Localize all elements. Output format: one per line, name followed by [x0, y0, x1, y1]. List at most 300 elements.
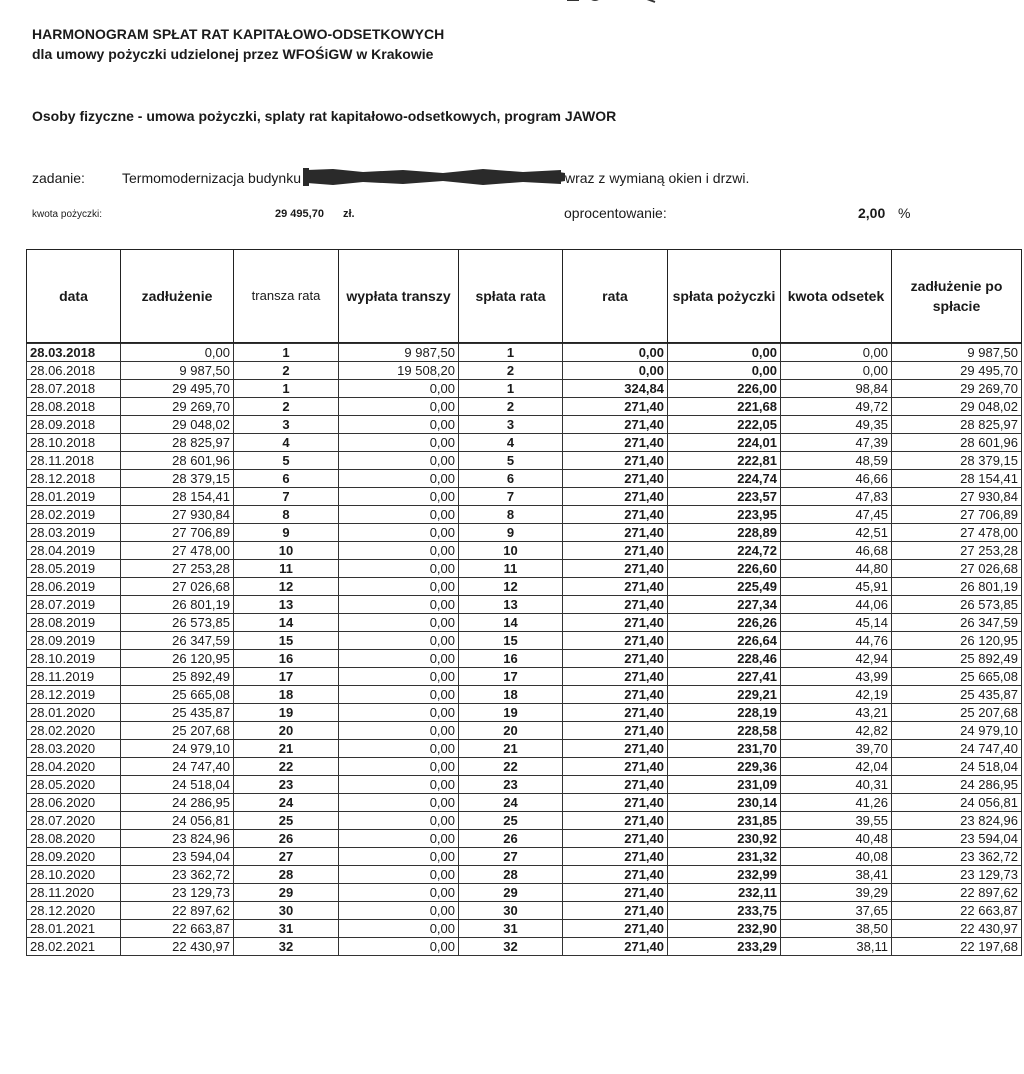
cell-tranche-no: 4 — [234, 434, 339, 452]
cell-principal: 222,05 — [668, 416, 781, 434]
cell-tranche-no: 23 — [234, 776, 339, 794]
column-header: rata — [563, 250, 668, 343]
cell-installment: 271,40 — [563, 632, 668, 650]
cell-principal: 233,29 — [668, 938, 781, 956]
table-row — [27, 362, 1022, 380]
cell-installment-no: 14 — [459, 614, 563, 632]
cell-interest: 46,66 — [781, 470, 892, 488]
cell-date: 28.06.2019 — [27, 578, 121, 596]
cell-debt-after: 24 979,10 — [892, 722, 1022, 740]
cell-tranche-no: 30 — [234, 902, 339, 920]
cell-debt-after: 25 207,68 — [892, 704, 1022, 722]
cell-installment-no: 25 — [459, 812, 563, 830]
cell-date: 28.06.2020 — [27, 794, 121, 812]
cell-installment-no: 4 — [459, 434, 563, 452]
column-header: spłata rata — [459, 250, 563, 343]
cell-debt: 22 430,97 — [121, 938, 234, 956]
cell-principal: 224,74 — [668, 470, 781, 488]
cell-debt-after: 25 892,49 — [892, 650, 1022, 668]
table-row — [27, 524, 1022, 542]
table-row — [27, 668, 1022, 686]
cell-tranche-payout: 0,00 — [339, 470, 459, 488]
table-row — [27, 902, 1022, 920]
cell-tranche-payout: 0,00 — [339, 920, 459, 938]
cell-tranche-payout: 0,00 — [339, 776, 459, 794]
table-row — [27, 740, 1022, 758]
cell-installment-no: 21 — [459, 740, 563, 758]
cell-tranche-no: 21 — [234, 740, 339, 758]
cell-date: 28.07.2019 — [27, 596, 121, 614]
cell-debt: 23 594,04 — [121, 848, 234, 866]
cell-debt: 28 379,15 — [121, 470, 234, 488]
cell-installment: 271,40 — [563, 866, 668, 884]
cell-interest: 38,11 — [781, 938, 892, 956]
cell-tranche-payout: 0,00 — [339, 614, 459, 632]
cell-tranche-no: 19 — [234, 704, 339, 722]
cell-debt-after: 23 594,04 — [892, 830, 1022, 848]
cell-installment: 271,40 — [563, 686, 668, 704]
cell-installment: 0,00 — [563, 362, 668, 380]
cell-principal: 227,41 — [668, 668, 781, 686]
cell-tranche-payout: 0,00 — [339, 884, 459, 902]
cell-interest: 39,29 — [781, 884, 892, 902]
cell-installment: 271,40 — [563, 470, 668, 488]
cell-principal: 223,57 — [668, 488, 781, 506]
redaction-mark — [303, 166, 565, 188]
cell-installment-no: 8 — [459, 506, 563, 524]
cell-date: 28.06.2018 — [27, 362, 121, 380]
cell-installment: 271,40 — [563, 884, 668, 902]
cell-principal: 233,75 — [668, 902, 781, 920]
cell-debt: 26 347,59 — [121, 632, 234, 650]
cell-principal: 221,68 — [668, 398, 781, 416]
cell-tranche-payout: 0,00 — [339, 452, 459, 470]
cell-date: 28.03.2018 — [27, 344, 121, 362]
cell-debt-after: 25 665,08 — [892, 668, 1022, 686]
table-row — [27, 866, 1022, 884]
table-row — [27, 938, 1022, 956]
cell-installment-no: 27 — [459, 848, 563, 866]
cell-date: 28.07.2020 — [27, 812, 121, 830]
cell-installment-no: 29 — [459, 884, 563, 902]
column-header: kwota odsetek — [781, 250, 892, 343]
cell-date: 28.10.2019 — [27, 650, 121, 668]
cell-tranche-payout: 0,00 — [339, 830, 459, 848]
cell-interest: 44,80 — [781, 560, 892, 578]
interest-unit: % — [898, 205, 911, 221]
cell-debt: 25 892,49 — [121, 668, 234, 686]
table-row — [27, 830, 1022, 848]
table-row — [27, 776, 1022, 794]
cell-installment-no: 28 — [459, 866, 563, 884]
cell-debt-after: 24 518,04 — [892, 758, 1022, 776]
cell-tranche-no: 24 — [234, 794, 339, 812]
cell-debt-after: 27 478,00 — [892, 524, 1022, 542]
cell-installment: 271,40 — [563, 776, 668, 794]
cell-debt-after: 27 253,28 — [892, 542, 1022, 560]
cell-installment-no: 19 — [459, 704, 563, 722]
cell-date: 28.11.2018 — [27, 452, 121, 470]
cell-installment-no: 22 — [459, 758, 563, 776]
cell-interest: 40,48 — [781, 830, 892, 848]
cell-installment-no: 6 — [459, 470, 563, 488]
table-header-row — [27, 250, 1022, 343]
cell-installment: 271,40 — [563, 398, 668, 416]
cell-installment: 271,40 — [563, 596, 668, 614]
cell-principal: 222,81 — [668, 452, 781, 470]
cell-tranche-no: 5 — [234, 452, 339, 470]
cell-debt-after: 24 747,40 — [892, 740, 1022, 758]
column-header: zadłużenie — [121, 250, 234, 343]
cell-interest: 46,68 — [781, 542, 892, 560]
cell-debt: 28 825,97 — [121, 434, 234, 452]
cell-debt: 26 120,95 — [121, 650, 234, 668]
cell-date: 28.08.2019 — [27, 614, 121, 632]
task-text-before: Termomodernizacja budynku — [122, 170, 301, 186]
cell-debt: 29 495,70 — [121, 380, 234, 398]
cell-debt-after: 24 056,81 — [892, 794, 1022, 812]
cell-tranche-payout: 0,00 — [339, 740, 459, 758]
cell-tranche-payout: 0,00 — [339, 416, 459, 434]
cell-principal: 232,99 — [668, 866, 781, 884]
cell-principal: 224,72 — [668, 542, 781, 560]
cell-installment: 271,40 — [563, 902, 668, 920]
cell-date: 28.02.2020 — [27, 722, 121, 740]
table-row — [27, 416, 1022, 434]
cell-debt-after: 26 347,59 — [892, 614, 1022, 632]
cell-tranche-no: 6 — [234, 470, 339, 488]
cell-tranche-no: 27 — [234, 848, 339, 866]
cell-debt-after: 29 048,02 — [892, 398, 1022, 416]
cell-tranche-payout: 0,00 — [339, 380, 459, 398]
cell-interest: 42,51 — [781, 524, 892, 542]
cell-installment: 324,84 — [563, 380, 668, 398]
cell-debt: 24 056,81 — [121, 812, 234, 830]
cell-installment: 271,40 — [563, 794, 668, 812]
cell-debt: 22 897,62 — [121, 902, 234, 920]
cell-installment: 271,40 — [563, 920, 668, 938]
cell-tranche-payout: 0,00 — [339, 632, 459, 650]
cell-principal: 229,36 — [668, 758, 781, 776]
cell-installment-no: 32 — [459, 938, 563, 956]
cell-principal: 226,00 — [668, 380, 781, 398]
cell-installment-no: 26 — [459, 830, 563, 848]
cell-debt: 27 253,28 — [121, 560, 234, 578]
cell-debt-after: 9 987,50 — [892, 344, 1022, 362]
cell-date: 28.10.2020 — [27, 866, 121, 884]
cell-interest: 38,50 — [781, 920, 892, 938]
cell-debt: 22 663,87 — [121, 920, 234, 938]
table-row — [27, 722, 1022, 740]
cell-debt-after: 29 495,70 — [892, 362, 1022, 380]
cell-installment-no: 10 — [459, 542, 563, 560]
cell-tranche-payout: 0,00 — [339, 650, 459, 668]
cell-date: 28.12.2019 — [27, 686, 121, 704]
table-row — [27, 398, 1022, 416]
cell-installment-no: 31 — [459, 920, 563, 938]
cell-tranche-payout: 0,00 — [339, 794, 459, 812]
cell-date: 28.04.2020 — [27, 758, 121, 776]
cell-debt-after: 25 435,87 — [892, 686, 1022, 704]
cell-tranche-no: 1 — [234, 344, 339, 362]
cell-debt: 25 207,68 — [121, 722, 234, 740]
cell-tranche-payout: 0,00 — [339, 542, 459, 560]
cell-installment-no: 1 — [459, 380, 563, 398]
cell-installment: 271,40 — [563, 416, 668, 434]
cell-debt: 28 154,41 — [121, 488, 234, 506]
table-row — [27, 344, 1022, 362]
cell-date: 28.05.2020 — [27, 776, 121, 794]
cell-tranche-payout: 0,00 — [339, 866, 459, 884]
cell-tranche-no: 2 — [234, 362, 339, 380]
cell-installment-no: 30 — [459, 902, 563, 920]
cell-tranche-payout: 0,00 — [339, 596, 459, 614]
cell-installment-no: 23 — [459, 776, 563, 794]
cell-date: 28.04.2019 — [27, 542, 121, 560]
table-row — [27, 380, 1022, 398]
cell-installment: 271,40 — [563, 578, 668, 596]
cell-debt: 24 518,04 — [121, 776, 234, 794]
cell-tranche-payout: 0,00 — [339, 812, 459, 830]
cell-principal: 226,60 — [668, 560, 781, 578]
task-text-after: wraz z wymianą okien i drzwi. — [564, 170, 750, 186]
cell-tranche-no: 20 — [234, 722, 339, 740]
cell-installment-no: 7 — [459, 488, 563, 506]
cell-tranche-payout: 0,00 — [339, 434, 459, 452]
cell-date: 28.02.2019 — [27, 506, 121, 524]
cell-date: 28.07.2018 — [27, 380, 121, 398]
cell-debt-after: 27 706,89 — [892, 506, 1022, 524]
document-title: HARMONOGRAM SPŁAT RAT KAPITAŁOWO-ODSETKOWYCH — [32, 26, 445, 42]
cell-installment: 271,40 — [563, 740, 668, 758]
cell-date: 28.09.2020 — [27, 848, 121, 866]
cell-installment-no: 16 — [459, 650, 563, 668]
cell-tranche-payout: 0,00 — [339, 488, 459, 506]
cell-debt-after: 27 930,84 — [892, 488, 1022, 506]
cell-debt: 23 362,72 — [121, 866, 234, 884]
cell-interest: 44,06 — [781, 596, 892, 614]
cell-installment: 271,40 — [563, 434, 668, 452]
cell-principal: 230,14 — [668, 794, 781, 812]
cell-interest: 39,55 — [781, 812, 892, 830]
cell-tranche-no: 28 — [234, 866, 339, 884]
cell-debt-after: 22 197,68 — [892, 938, 1022, 956]
cell-interest: 37,65 — [781, 902, 892, 920]
cell-debt-after: 23 824,96 — [892, 812, 1022, 830]
interest-value: 2,00 — [858, 205, 886, 221]
cell-tranche-no: 2 — [234, 398, 339, 416]
cell-debt: 23 129,73 — [121, 884, 234, 902]
table-row — [27, 596, 1022, 614]
cell-debt-after: 22 430,97 — [892, 920, 1022, 938]
loan-meta — [0, 205, 1024, 227]
cell-debt-after: 27 026,68 — [892, 560, 1022, 578]
cell-installment-no: 24 — [459, 794, 563, 812]
cell-tranche-payout: 0,00 — [339, 902, 459, 920]
cell-debt: 29 269,70 — [121, 398, 234, 416]
cell-principal: 231,70 — [668, 740, 781, 758]
table-row — [27, 812, 1022, 830]
cell-debt-after: 23 362,72 — [892, 848, 1022, 866]
cell-date: 28.05.2019 — [27, 560, 121, 578]
table-row — [27, 542, 1022, 560]
cell-principal: 0,00 — [668, 344, 781, 362]
cell-installment-no: 20 — [459, 722, 563, 740]
table-row — [27, 578, 1022, 596]
cell-principal: 226,26 — [668, 614, 781, 632]
table-row — [27, 848, 1022, 866]
cell-interest: 39,70 — [781, 740, 892, 758]
cell-installment-no: 2 — [459, 362, 563, 380]
cell-debt: 9 987,50 — [121, 362, 234, 380]
cell-date: 28.01.2021 — [27, 920, 121, 938]
cell-principal: 230,92 — [668, 830, 781, 848]
cell-debt-after: 22 663,87 — [892, 902, 1022, 920]
cell-debt: 26 801,19 — [121, 596, 234, 614]
cell-tranche-payout: 0,00 — [339, 524, 459, 542]
cell-tranche-payout: 0,00 — [339, 578, 459, 596]
cell-tranche-no: 31 — [234, 920, 339, 938]
cell-debt-after: 26 120,95 — [892, 632, 1022, 650]
cell-debt-after: 26 573,85 — [892, 596, 1022, 614]
table-row — [27, 794, 1022, 812]
cell-interest: 42,19 — [781, 686, 892, 704]
cell-date: 28.01.2020 — [27, 704, 121, 722]
cell-debt: 0,00 — [121, 344, 234, 362]
loan-amount-label: kwota pożyczki: — [32, 209, 103, 220]
cell-interest: 42,04 — [781, 758, 892, 776]
cell-tranche-payout: 19 508,20 — [339, 362, 459, 380]
task-label: zadanie: — [32, 170, 85, 186]
cell-installment: 271,40 — [563, 830, 668, 848]
table-row — [27, 434, 1022, 452]
column-header: transza rata — [234, 250, 339, 343]
cell-interest: 45,91 — [781, 578, 892, 596]
table-row — [27, 470, 1022, 488]
cell-debt: 26 573,85 — [121, 614, 234, 632]
table-row — [27, 650, 1022, 668]
cell-date: 28.08.2020 — [27, 830, 121, 848]
cell-installment-no: 1 — [459, 344, 563, 362]
cell-debt: 28 601,96 — [121, 452, 234, 470]
cell-tranche-no: 7 — [234, 488, 339, 506]
table-row — [27, 704, 1022, 722]
cell-installment-no: 12 — [459, 578, 563, 596]
cell-tranche-no: 26 — [234, 830, 339, 848]
cell-debt-after: 29 269,70 — [892, 380, 1022, 398]
cell-installment-no: 3 — [459, 416, 563, 434]
cell-installment: 271,40 — [563, 668, 668, 686]
cell-installment: 271,40 — [563, 488, 668, 506]
cell-tranche-no: 32 — [234, 938, 339, 956]
cell-interest: 45,14 — [781, 614, 892, 632]
cell-tranche-payout: 0,00 — [339, 398, 459, 416]
cell-interest: 0,00 — [781, 344, 892, 362]
cell-installment: 271,40 — [563, 524, 668, 542]
cell-interest: 48,59 — [781, 452, 892, 470]
cell-principal: 228,46 — [668, 650, 781, 668]
cell-date: 28.03.2020 — [27, 740, 121, 758]
cell-tranche-payout: 0,00 — [339, 722, 459, 740]
cell-installment-no: 15 — [459, 632, 563, 650]
cell-interest: 98,84 — [781, 380, 892, 398]
cell-interest: 49,35 — [781, 416, 892, 434]
cell-installment: 271,40 — [563, 704, 668, 722]
cell-date: 28.12.2020 — [27, 902, 121, 920]
document-subtitle: dla umowy pożyczki udzielonej przez WFOŚiGW w Krakowie — [32, 46, 434, 62]
cell-tranche-payout: 0,00 — [339, 848, 459, 866]
table-body — [27, 343, 1022, 956]
cell-debt: 27 478,00 — [121, 542, 234, 560]
cell-installment-no: 11 — [459, 560, 563, 578]
cell-tranche-payout: 0,00 — [339, 704, 459, 722]
cell-debt: 27 706,89 — [121, 524, 234, 542]
cell-tranche-no: 25 — [234, 812, 339, 830]
cell-debt: 25 665,08 — [121, 686, 234, 704]
cell-tranche-no: 10 — [234, 542, 339, 560]
cell-interest: 42,82 — [781, 722, 892, 740]
cell-debt-after: 28 601,96 — [892, 434, 1022, 452]
cell-tranche-no: 13 — [234, 596, 339, 614]
cell-tranche-payout: 0,00 — [339, 758, 459, 776]
cell-principal: 226,64 — [668, 632, 781, 650]
cell-tranche-no: 16 — [234, 650, 339, 668]
cell-interest: 47,39 — [781, 434, 892, 452]
cell-tranche-no: 8 — [234, 506, 339, 524]
program-description: Osoby fizyczne - umowa pożyczki, splaty rat kapitałowo-odsetkowych, program JAWOR — [32, 108, 617, 124]
cell-interest: 40,08 — [781, 848, 892, 866]
cell-principal: 228,89 — [668, 524, 781, 542]
cell-interest: 41,26 — [781, 794, 892, 812]
cell-installment: 271,40 — [563, 722, 668, 740]
repayment-schedule-table — [26, 249, 1022, 956]
cell-installment: 271,40 — [563, 848, 668, 866]
cell-installment: 271,40 — [563, 506, 668, 524]
cell-installment: 271,40 — [563, 542, 668, 560]
cell-tranche-no: 22 — [234, 758, 339, 776]
cell-debt-after: 28 154,41 — [892, 470, 1022, 488]
cell-interest: 43,21 — [781, 704, 892, 722]
cell-installment-no: 5 — [459, 452, 563, 470]
cell-interest: 47,83 — [781, 488, 892, 506]
cell-tranche-no: 14 — [234, 614, 339, 632]
cell-interest: 0,00 — [781, 362, 892, 380]
cell-tranche-payout: 9 987,50 — [339, 344, 459, 362]
cell-installment: 271,40 — [563, 560, 668, 578]
cell-interest: 38,41 — [781, 866, 892, 884]
cell-installment: 271,40 — [563, 650, 668, 668]
cell-principal: 229,21 — [668, 686, 781, 704]
loan-amount-value: 29 495,70 — [275, 208, 324, 220]
table-row — [27, 758, 1022, 776]
cell-date: 28.02.2021 — [27, 938, 121, 956]
cell-principal: 231,85 — [668, 812, 781, 830]
cell-interest: 44,76 — [781, 632, 892, 650]
table-row — [27, 920, 1022, 938]
cell-debt-after: 26 801,19 — [892, 578, 1022, 596]
cell-principal: 228,58 — [668, 722, 781, 740]
cell-debt-after: 28 379,15 — [892, 452, 1022, 470]
cell-installment: 0,00 — [563, 344, 668, 362]
cell-installment: 271,40 — [563, 614, 668, 632]
cell-tranche-payout: 0,00 — [339, 938, 459, 956]
table-row — [27, 452, 1022, 470]
cell-principal: 224,01 — [668, 434, 781, 452]
table-row — [27, 686, 1022, 704]
cell-date: 28.09.2018 — [27, 416, 121, 434]
cell-installment: 271,40 — [563, 452, 668, 470]
cell-tranche-no: 18 — [234, 686, 339, 704]
